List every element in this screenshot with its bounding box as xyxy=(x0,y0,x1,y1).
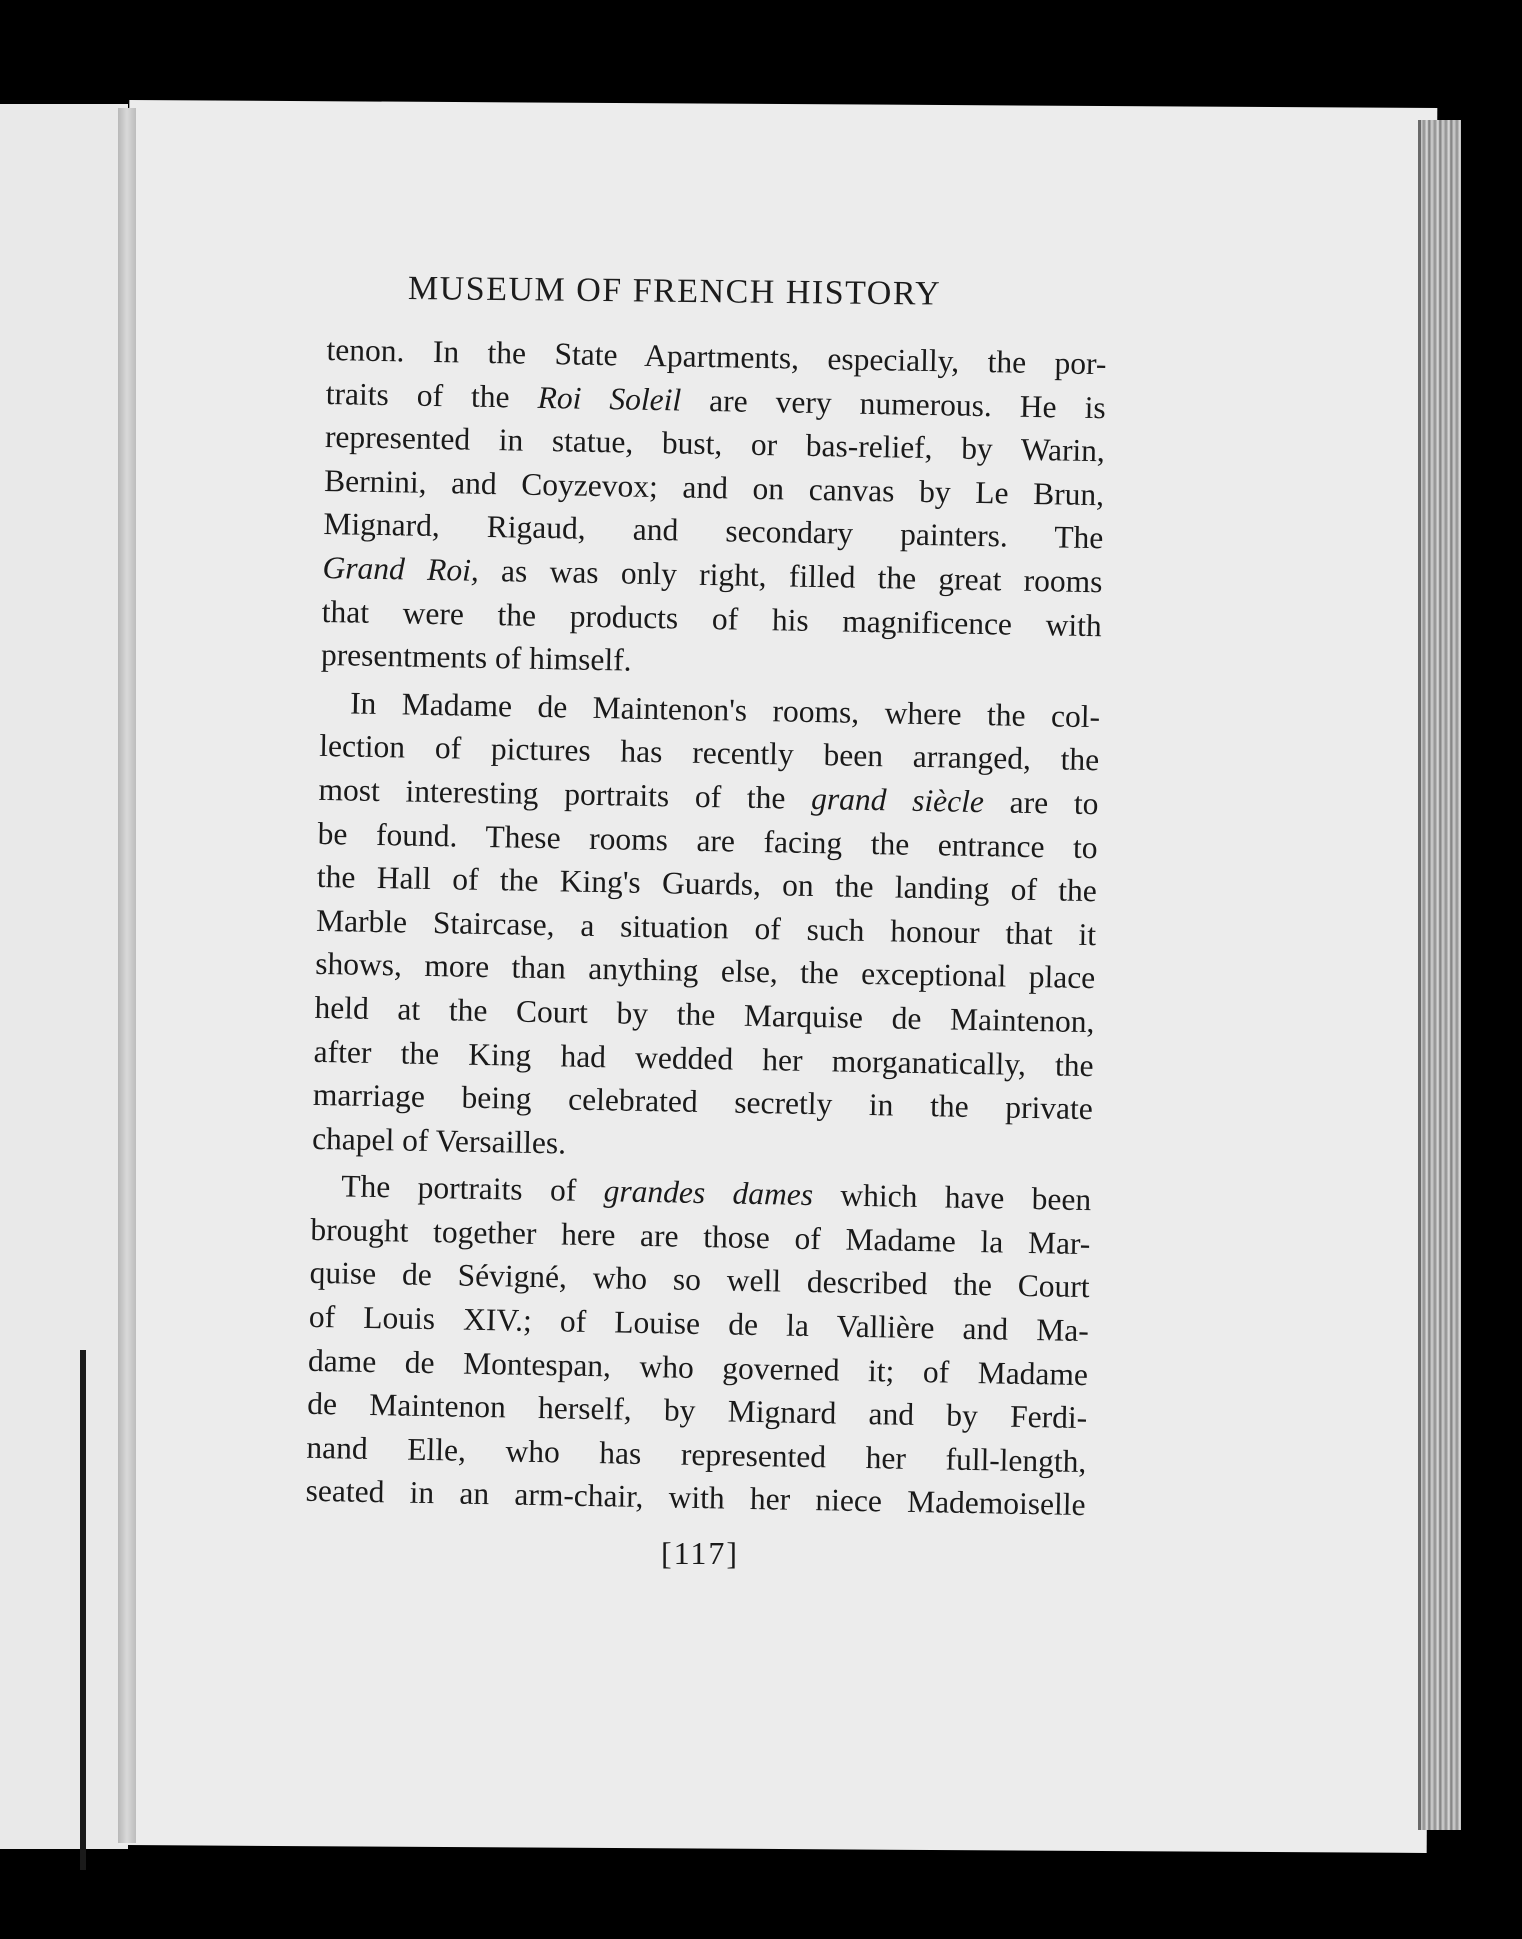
page-number: [117] xyxy=(660,1535,740,1571)
text-run: Marble Staircase, a situation of such honour that it xyxy=(315,902,1097,952)
running-head: MUSEUM OF FRENCH HISTORY xyxy=(407,270,942,313)
text-run: shows, more than anything else, the exceptional place xyxy=(315,946,1096,996)
text-run: de Maintenon herself, by Mignard and by Ferdi- xyxy=(306,1386,1088,1436)
text-run: be found. These rooms are facing the entrance to xyxy=(317,815,1098,865)
italic-text: Grand Roi, xyxy=(322,549,480,588)
text-run: represented in statue, bust, or bas-relief, by Warin, xyxy=(324,419,1106,469)
text-run: seated in an arm-chair, with her niece Mademoiselle xyxy=(305,1473,1086,1523)
text-run: traits of the xyxy=(325,375,538,415)
text-run: most interesting portraits of the xyxy=(318,771,812,816)
page-edges xyxy=(1418,120,1461,1830)
text-run: marriage being celebrated secretly in the private xyxy=(312,1076,1094,1127)
text-run: In Madame de Maintenon's rooms, where the col- xyxy=(349,685,1101,734)
text-run: brought together here are those of Madame la Mar- xyxy=(310,1211,1091,1262)
text-run: are to xyxy=(983,784,1099,822)
paragraph xyxy=(312,681,1101,1175)
page-gutter xyxy=(118,108,136,1843)
text-run: are very numerous. He is xyxy=(680,382,1106,425)
paragraph xyxy=(305,1164,1091,1527)
text-run: of Louis XIV.; of Louise de la Vallière and Ma- xyxy=(308,1298,1090,1349)
text-run: which have been xyxy=(812,1177,1092,1218)
italic-text: Roi Soleil xyxy=(537,379,682,418)
text-run: held at the Court by the Marquise de Maintenon, xyxy=(314,989,1095,1040)
text-run: tenon. In the State Apartments, especially, the por- xyxy=(326,331,1107,382)
text-run: Mignard, Rigaud, and secondary painters. The xyxy=(323,506,1104,556)
italic-text: grand siècle xyxy=(810,780,985,820)
text-run: chapel of Versailles. xyxy=(311,1120,567,1161)
italic-text: grandes dames xyxy=(603,1173,814,1213)
text-run: after the King had wedded her morganatically, the xyxy=(313,1033,1094,1083)
text-run: presentments of himself. xyxy=(320,637,632,678)
text-run: Bernini, and Coyzevox; and on canvas by Le Brun, xyxy=(323,462,1105,513)
paragraph xyxy=(321,328,1107,691)
body-text xyxy=(305,328,1107,1527)
text-run: lection of pictures has recently been arranged, the xyxy=(319,728,1100,778)
text-run: that were the products of his magnificence with xyxy=(321,593,1103,643)
text-run: quise de Sévigné, who so well described the Court xyxy=(309,1255,1090,1305)
text-run: the Hall of the King's Guards, on the landing of the xyxy=(316,859,1098,909)
left-page-leaf xyxy=(0,104,128,1849)
text-run: as was only right, filled the great rooms xyxy=(478,552,1103,600)
spine-shadow xyxy=(80,1350,86,1870)
text-run: dame de Montespan, who governed it; of Madame xyxy=(307,1342,1089,1392)
text-run: nand Elle, who has represented her full-length, xyxy=(306,1429,1087,1479)
text-run: The portraits of xyxy=(340,1168,604,1209)
